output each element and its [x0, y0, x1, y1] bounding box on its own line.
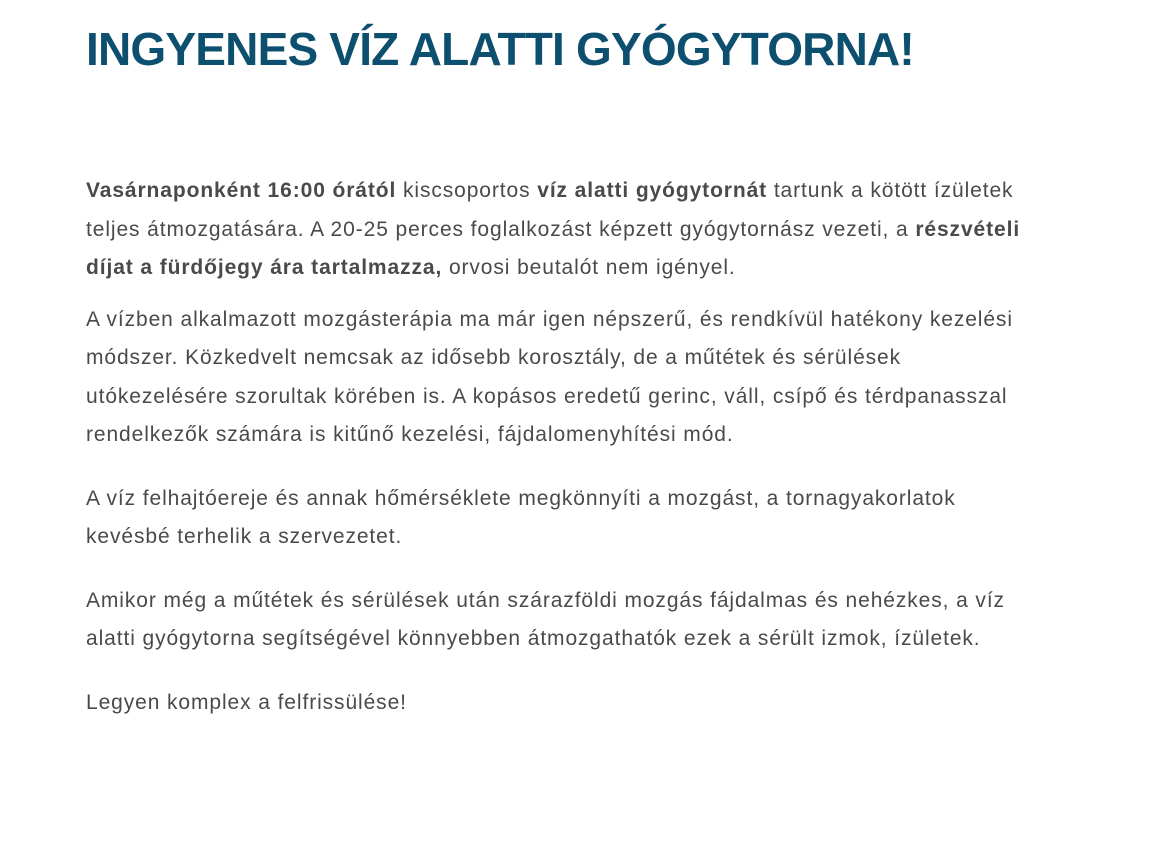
page-title: INGYENES VÍZ ALATTI GYÓGYTORNA!	[86, 23, 914, 75]
therapy-description-paragraph: A vízben alkalmazott mozgásterápia ma már igen népszerű, és rendkívül hatékony kezelési módszer. Közkedvelt nemcsak az idősebb korosztály, de a műtétek és sérülések utókezelésére szorultak körében is. A kopásos eredetű gerinc, váll, csípő és térdpanasszal rendelkezők számára is kitűnő kezelési, fájdalomenyhítési mód.	[86, 307, 1013, 446]
article-body	[86, 172, 1046, 722]
rehabilitation-paragraph: Amikor még a műtétek és sérülések után szárazföldi mozgás fájdalmas és nehézkes, a víz alatti gyógytorna segítségével könnyebben átmozgathatók ezek a sérült izmok, ízületek.	[86, 588, 1005, 650]
intro-text-3: orvosi beutalót nem igényel.	[442, 256, 736, 279]
therapy-highlight: víz alatti gyógytornát	[537, 179, 768, 202]
intro-text-2: tartunk a kötött ízületek teljes átmozgatására. A 20-25 perces foglalkozást képzett gyógytornász vezeti, a	[86, 179, 1014, 241]
price-highlight: részvételi díjat a fürdőjegy ára tartalmazza,	[86, 217, 1021, 279]
schedule-highlight: Vasárnaponként 16:00 órától	[86, 179, 397, 202]
closing-paragraph: Legyen komplex a felfrissülése!	[86, 690, 407, 714]
intro-text-1: kiscsoportos	[396, 179, 538, 202]
buoyancy-paragraph: A víz felhajtóereje és annak hőmérséklete megkönnyíti a mozgást, a tornagyakorlatok kevésbé terhelik a szervezetet.	[86, 486, 956, 548]
intro-paragraph	[86, 172, 1046, 288]
